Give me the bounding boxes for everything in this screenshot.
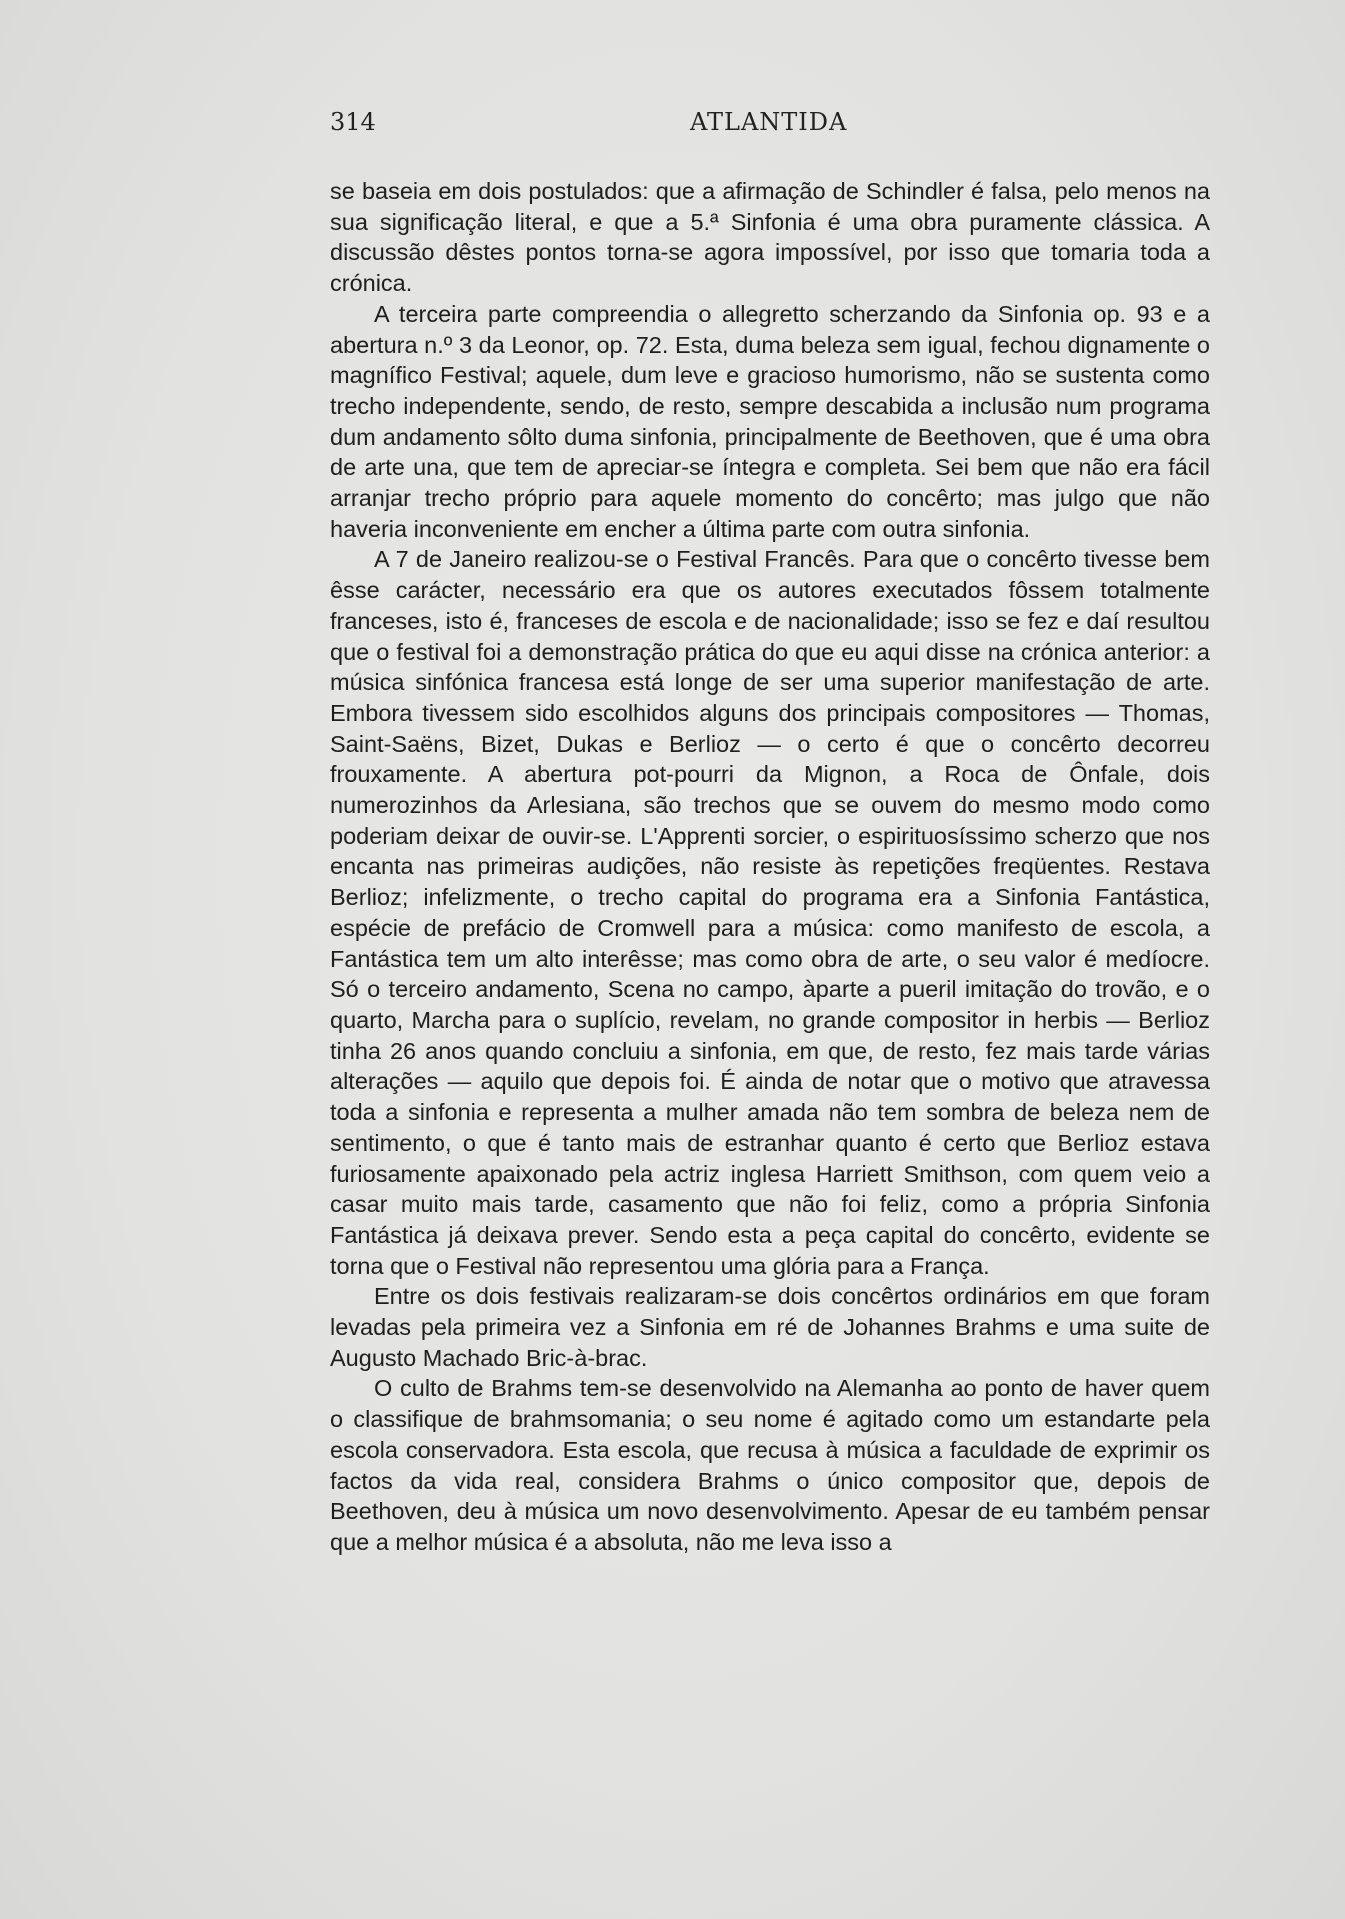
page-number: 314 [330,108,376,136]
paragraph: Entre os dois festivais realizaram-se dois concêrtos ordinários em que foram levadas pela primeira vez a Sinfonia em ré de Johannes Brahms e uma suite de Augusto Machado Bric-à-brac. [330,1283,1210,1371]
paragraph: O culto de Brahms tem-se desenvolvido na Alemanha ao ponto de haver quem o classifique de brahmsomania; o seu nome é agitado como um estandarte pela escola conservadora. Esta escola, que recusa à música a faculdade de exprimir os factos da vida real, considera Brahms o único compositor que, depois de Beethoven, deu à música um novo desenvolvimento. Apesar de eu também pensar que a melhor música é a absoluta, não me leva isso a [330,1375,1210,1555]
body-text [330,176,1210,1558]
paragraph: A 7 de Janeiro realizou-se o Festival Francês. Para que o concêrto tivesse bem êsse carácter, necessário era que os autores executados fôssem totalmente franceses, isto é, franceses de escola e de nacionalidade; isso se fez e daí resultou que o festival foi a demonstração prática do que eu aqui disse na crónica anterior: a música sinfónica francesa está longe de ser uma superior manifestação de arte. Embora tivessem sido escolhidos alguns dos principais compositores — Thomas, Saint-Saëns, Bizet, Dukas e Berlioz — o certo é que o concêrto decorreu frouxamente. A abertura pot-pourri da Mignon, a Roca de Ônfale, dois numerozinhos da Arlesiana, são trechos que se ouvem do mesmo modo como poderiam deixar de ouvir-se. L'Apprenti sorcier, o espirituosíssimo scherzo que nos encanta nas primeiras audições, não resiste às repetições freqüentes. Restava Berlioz; infelizmente, o trecho capital do programa era a Sinfonia Fantástica, espécie de prefácio de Cromwell para a música: como manifesto de escola, a Fantástica tem um alto interêsse; mas como obra de arte, o seu valor é medíocre. Só o terceiro andamento, Scena no campo, àparte a pueril imitação do trovão, e o quarto, Marcha para o suplício, revelam, no grande compositor in herbis — Berlioz tinha 26 anos quando concluiu a sinfonia, em que, de resto, fez mais tarde várias alterações — aquilo que depois foi. É ainda de notar que o motivo que atravessa toda a sinfonia e representa a mulher amada não tem sombra de beleza nem de sentimento, o que é tanto mais de estranhar quanto é certo que Berlioz estava furiosamente apaixonado pela actriz inglesa Harriett Smithson, com quem veio a casar muito mais tarde, casamento que não foi feliz, como a própria Sinfonia Fantástica já deixava prever. Sendo esta a peça capital do concêrto, evidente se torna que o Festival não representou uma glória para a França. [330,546,1210,1279]
paragraph: A terceira parte compreendia o allegretto scherzando da Sinfonia op. 93 e a abertura n.º 3 da Leonor, op. 72. Esta, duma beleza sem igual, fechou dignamente o magnífico Festival; aquele, dum leve e gracioso humorismo, não se sustenta como trecho independente, sendo, de resto, sempre descabida a inclusão num programa dum andamento sôlto duma sinfonia, principalmente de Beethoven, que é uma obra de arte una, que tem de apreciar-se íntegra e completa. Sei bem que não era fácil arranjar trecho próprio para aquele momento do concêrto; mas julgo que não haveria inconveniente em encher a última parte com outra sinfonia. [330,300,1210,542]
paragraph: se baseia em dois postulados: que a afirmação de Schindler é falsa, pelo menos na sua significação literal, e que a 5.ª Sinfonia é uma obra puramente clássica. A discussão dêstes pontos torna-se agora impossível, por isso que tomaria toda a crónica. [330,178,1210,297]
page-header [330,108,1210,144]
running-title: ATLANTIDA [690,108,848,136]
